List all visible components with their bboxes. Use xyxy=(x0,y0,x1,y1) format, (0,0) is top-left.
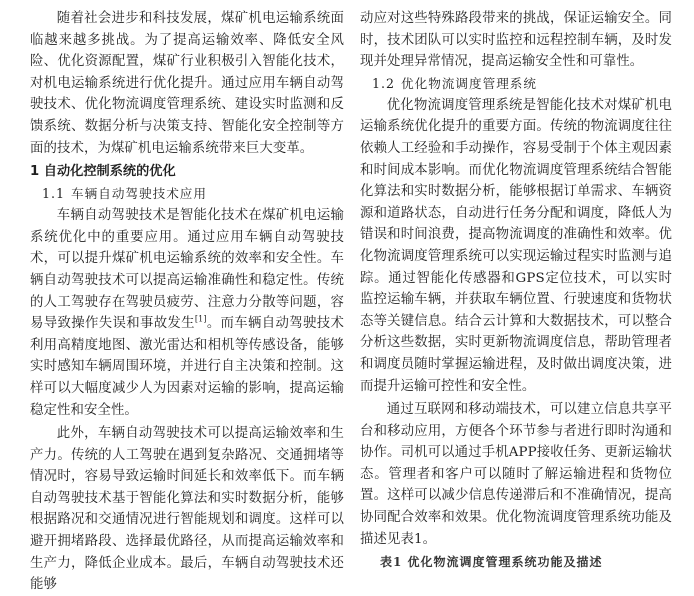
section-1-2-title: 优化物流调度管理系统 xyxy=(401,75,537,91)
citation-ref: [1] xyxy=(194,314,207,324)
section-1-1-title: 车辆自动驾驶技术应用 xyxy=(71,186,207,202)
paragraph-continued: 动应对这些特殊路段带来的挑战，保证运输安全。同时，技术团队可以实时监控和远程控制车辆，及时发现并处理异常情况，提高运输安全性和可靠性。 xyxy=(360,11,672,70)
table-1-caption: 表1 优化物流调度管理系统功能及描述 xyxy=(380,555,603,569)
left-column xyxy=(30,8,344,596)
section-1-2-number: 1.2 xyxy=(372,75,396,91)
section-1-heading: 1 自动化控制系统的优化 xyxy=(30,164,176,180)
section-1-1-number: 1.1 xyxy=(42,186,66,202)
intro-paragraph: 随着社会进步和科技发展，煤矿机电运输系统面临越来越多挑战。为了提高运输效率、降低安全风险、优化资源配置，煤矿行业积极引入智能化技术，对机电运输系统进行优化提升。通过应用车辆自动驾驶技术、优化物流调度管理系统、建设实时监测和反馈系统、数据分析与决策支持、智能化安全控制等方面的技术，为煤矿机电运输系统带来巨大变革。 xyxy=(30,11,344,156)
paragraph-efficiency: 此外，车辆自动驾驶技术可以提高运输效率和生产力。传统的人工驾驶在遇到复杂路况、交通拥堵等情况时，容易导致运输时间延长和效率低下。而车辆自动驾驶技术基于智能化算法和实时数据分析，能够根据路况和交通情况进行智能规划和调度。这样可以避开拥堵路段、选择最优路径，从而提高运输效率和生产力，降低企业成本。最后，车辆自动驾驶技术还能够 xyxy=(30,426,344,593)
paragraph-information-sharing: 通过互联网和移动端技术，可以建立信息共享平台和移动应用，方便各个环节参与者进行即时沟通和协作。司机可以通过手机APP接收任务、更新运输状态。管理者和客户可以随时了解运输进程和货物位置。这样可以减少信息传递滞后和不准确情况，提高协同配合效率和效果。优化物流调度管理系统功能及描述见表1。 xyxy=(360,402,672,547)
right-column xyxy=(360,8,672,550)
paragraph-autonomous-driving-part-b: 。而车辆自动驾驶技术利用高精度地图、激光雷达和相机等传感设备，能够实时感知车辆周围环境，并进行自主决策和控制。这样可以大幅度减少人为因素对运输的影响，提高运输稳定性和安全性。 xyxy=(30,316,344,418)
section-1-2-heading xyxy=(372,73,672,95)
paragraph-autonomous-driving xyxy=(30,205,344,421)
paragraph-autonomous-driving-part-a: 车辆自动驾驶技术是智能化技术在煤矿机电运输系统优化中的重要应用。通过应用车辆自动驾驶技术，可以提升煤矿机电运输系统的效率和安全性。车辆自动驾驶技术可以提高运输准确性和稳定性。传统的人工驾驶存在驾驶员疲劳、注意力分散等问题，容易导致操作失误和事故发生 xyxy=(30,208,344,332)
section-1-1-heading xyxy=(42,183,344,205)
paragraph-logistics-scheduling: 优化物流调度管理系统是智能化技术对煤矿机电运输系统优化提升的重要方面。传统的物流调度往往依赖人工经验和手动操作，容易受制于个体主观因素和时间成本影响。而优化物流调度管理系统结合智能化算法和实时数据分析，能够根据订单需求、车辆资源和道路状态，自动进行任务分配和调度，降低人为错误和时间浪费，提高物流调度的准确性和效率。优化物流调度管理系统可以实现运输过程实时监测与追踪。通过智能化传感器和GPS定位技术，可以实时监控运输车辆，并获取车辆位置、行驶速度和货物状态等关键信息。结合云计算和大数据技术，可以整合分析这些数据，实时更新物流调度信息，帮助管理者和调度员随时掌握运输进程，及时做出调度决策，进而提升运输可控性和安全性。 xyxy=(360,97,672,394)
